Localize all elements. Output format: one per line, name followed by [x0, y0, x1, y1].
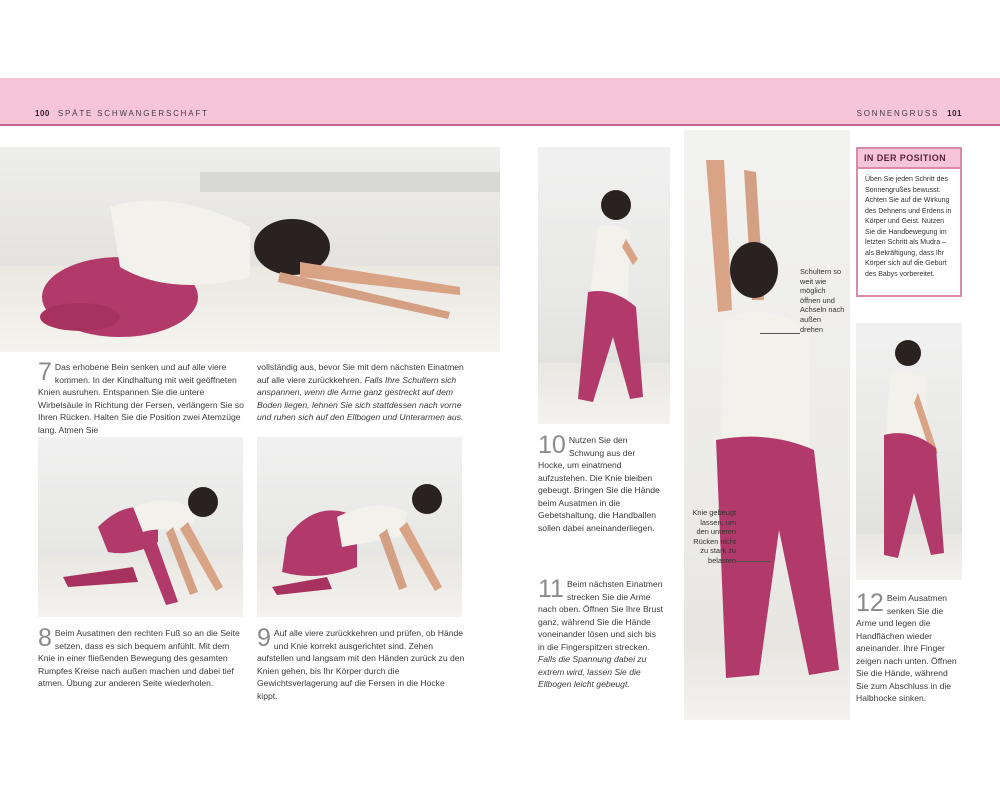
annotation-knees: Knie gebeugt lassen, um den unteren Rücken nicht zu stark zu belasten [692, 508, 736, 565]
annotation-knees-leader [736, 561, 772, 562]
step-8-text [38, 624, 248, 690]
figure-step-9 [257, 437, 462, 617]
step-12-number: 12 [856, 589, 884, 617]
step-7-text-col2 [257, 361, 467, 424]
photo-step-8 [38, 437, 243, 617]
step-7-paragraph-a: Das erhobene Bein senken und auf alle viere kommen. In der Kindhaltung mit weit geöffneten Knien ausruhen. Entspannen Sie die untere Wirbelsäule in Richtung der Fersen, verlängern Sie so Ihren Rücken. Halten Sie die Position zwei Atemzüge lang. Atmen Sie [38, 362, 244, 435]
right-page-number: 101 [947, 109, 962, 118]
step-7-number: 7 [38, 358, 52, 386]
photo-childs-pose [0, 147, 500, 352]
page-header-band [0, 78, 1000, 126]
step-7-paragraph-b: vollständig aus, bevor Sie mit dem nächsten Einatmen auf alle viere zurückkehren. [257, 362, 464, 385]
left-running-head [35, 109, 209, 118]
step-9-paragraph: Auf alle viere zurückkehren und prüfen, ob Hände und Knie korrekt ausgerichtet sind. Zehen aufstellen und langsam mit den Händen zurück zu den Knien gehen, bis Ihr Körper durch die Gewichtsverlagerung auf die Fersen in die Hocke kippt. [257, 628, 465, 701]
right-running-head [857, 109, 962, 118]
photo-step-10 [538, 147, 670, 424]
step-7-text-col1 [38, 358, 248, 436]
step-8-number: 8 [38, 624, 52, 652]
in-position-text: Üben Sie jeden Schritt des Sonnengrußes bewusst. Achten Sie auf die Wirkung des Dehnens und Erdens in Körper und Geist. Nutzen Sie die Handbewegung im letzten Schritt als Mudra – als Bekräftigung, dass Ihr Körper sich auf die Geburt des Babys vorbereitet. [865, 176, 952, 278]
figure-step-8 [38, 437, 243, 617]
photo-step-11 [684, 130, 850, 720]
step-11-paragraph: Beim nächsten Einatmen strecken Sie die Arme nach oben. Öffnen Sie Ihre Brust ganz, während Sie die Hände voneinander lösen und sich bis in die Fingerspitzen strecken. [538, 579, 664, 652]
in-position-box [856, 147, 962, 297]
photo-step-12 [856, 323, 962, 580]
step-10-text [538, 431, 664, 534]
annotation-shoulders: Schultern so weit wie möglich öffnen und Achseln nach außen drehen [800, 267, 845, 334]
step-11-text [538, 575, 664, 691]
annotation-shoulders-leader [760, 333, 800, 334]
figure-step-12 [856, 323, 962, 580]
in-position-title: IN DER POSITION [858, 149, 960, 169]
step-10-number: 10 [538, 431, 566, 459]
step-10-paragraph: Nutzen Sie den Schwung aus der Hocke, um einatmend aufzustehen. Die Knie bleiben gebeugt. Bringen Sie die Hände beim Ausatmen in die Gebetshaltung, die Handballen sollen dabei aneinanderliegen. [538, 435, 660, 533]
right-section-title: SONNENGRUSS [856, 109, 940, 118]
left-page-number: 100 [35, 109, 50, 118]
step-12-paragraph: Beim Ausatmen senken Sie die Arme und legen die Handflächen wieder aneinander. Ihre Finger zeigen nach unten. Öffnen Sie die Hände, während Sie zum Abschluss in die Halbhocke sinken. [856, 593, 957, 703]
figure-childs-pose [0, 147, 500, 352]
step-9-number: 9 [257, 624, 271, 652]
step-9-text [257, 624, 467, 702]
step-12-text [856, 589, 962, 705]
step-11-number: 11 [538, 575, 564, 603]
step-7-tip-italic: Falls Ihre Schultern sich anspannen, wenn die Arme ganz gestreckt auf dem Boden liegen, lehnen Sie sich stattdessen nach vorne und ruhen sich auf den Ellbogen und Unterarmen aus. [257, 374, 464, 422]
left-section-title: SPÄTE SCHWANGERSCHAFT [57, 109, 209, 118]
step-8-paragraph: Beim Ausatmen den rechten Fuß so an die Seite setzen, dass es sich bequem anfühlt. Mit dem Knie in einer fließenden Bewegung des gesamten Rumpfes Kreise nach außen machen und dabei tief atmen. Übung zur anderen Seite wiederholen. [38, 628, 240, 688]
figure-step-10 [538, 147, 670, 424]
step-11-tip-italic: Falls die Spannung dabei zu extrem wird, lassen Sie die Ellbogen leicht gebeugt. [538, 654, 647, 689]
figure-step-11 [684, 130, 850, 720]
photo-step-9 [257, 437, 462, 617]
